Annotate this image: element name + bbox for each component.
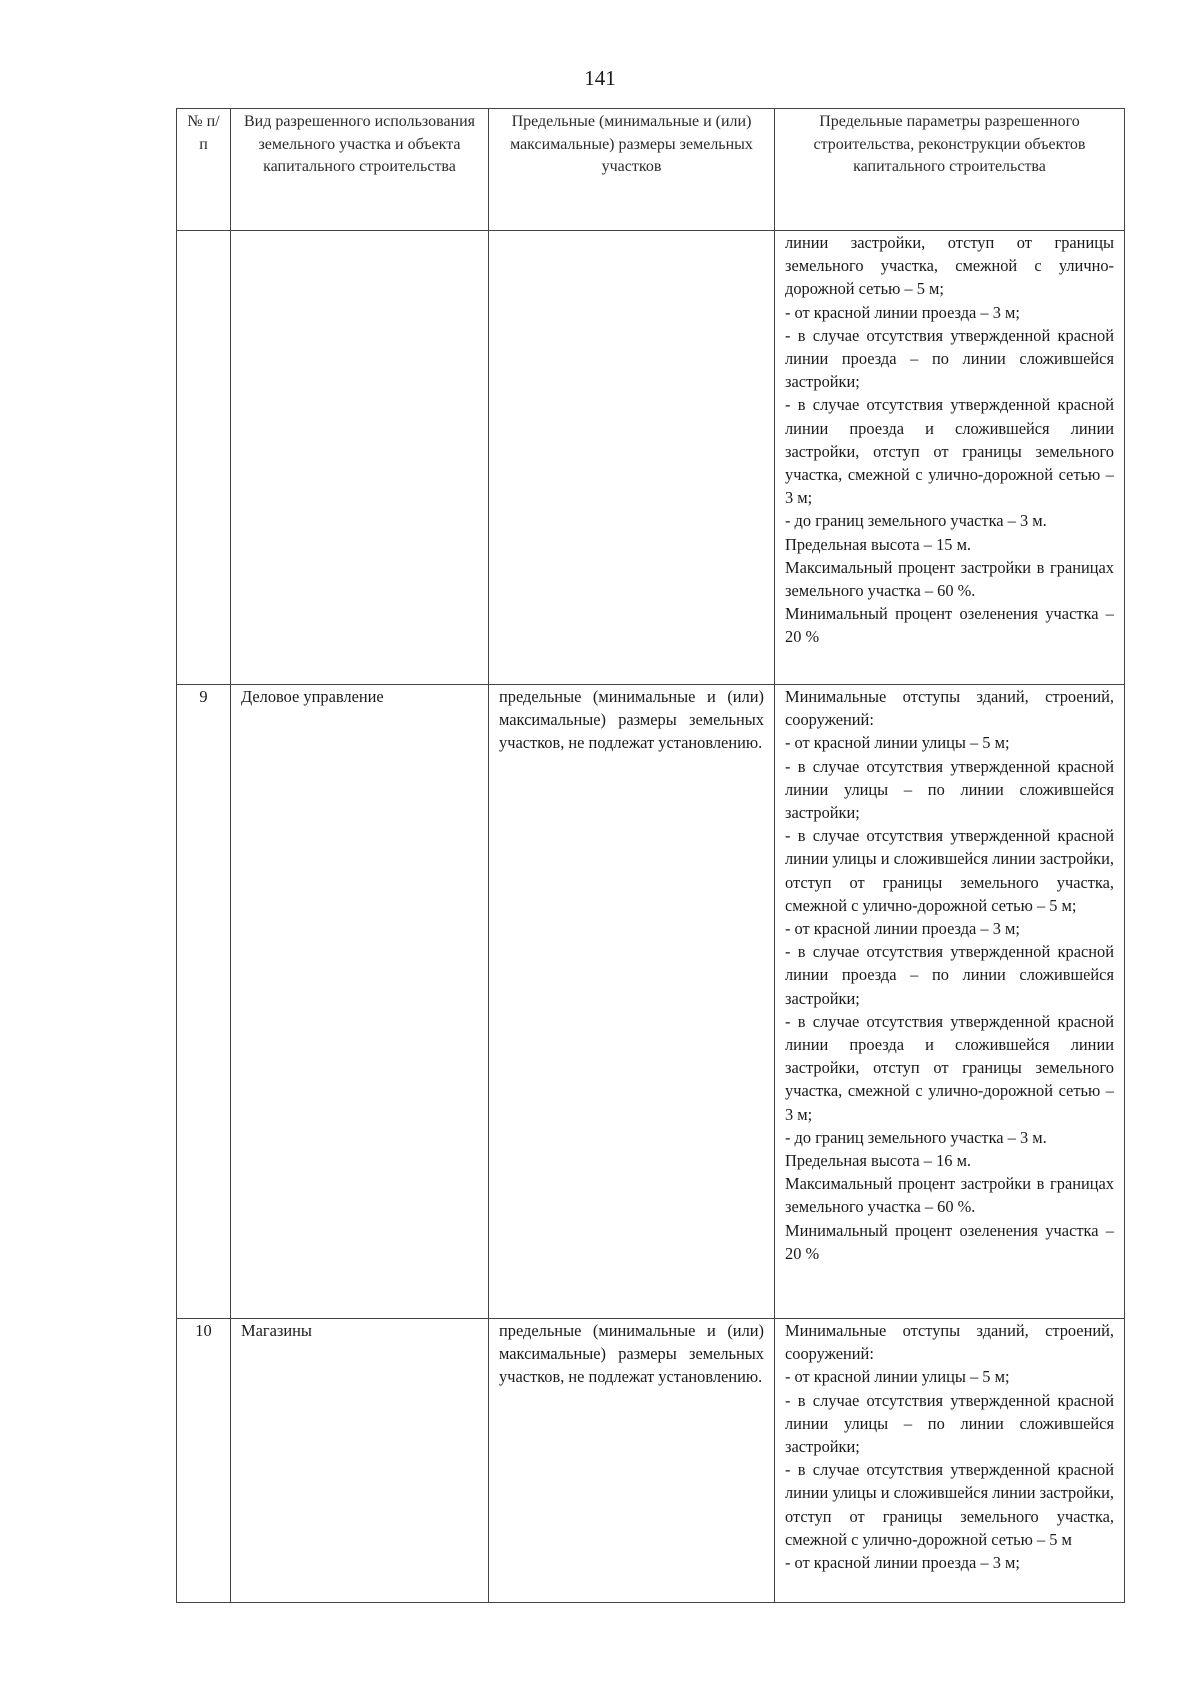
header-plot-sizes: Предельные (минимальные и (или) максимальные) размеры земельных участков [489,109,775,231]
plot-sizes-cell [489,685,775,1319]
plot-sizes-text: предельные (минимальные и (или) максимальные) размеры земельных участков, не подлежат установлению. [499,1321,764,1387]
construction-parameters-cell [775,231,1125,685]
parameter-line: - от красной линии проезда – 3 м; [785,302,1020,322]
permitted-use-cell [231,231,489,685]
table-header-row [177,109,1125,231]
parameter-line: - в случае отсутствия утвержденной красной линии улицы – по линии сложившейся застройки; [785,1390,1114,1457]
parameter-line: - до границ земельного участка – 3 м. [785,511,1047,531]
row-number: 10 [177,1319,231,1603]
parameter-line: - от красной линии проезда – 3 м; [785,1553,1020,1573]
parameter-line: - до границ земельного участка – 3 м. [785,1127,1047,1147]
parameter-line: - в случае отсутствия утвержденной красной линии проезда и сложившейся линии застройки, отступ от границы земельного участка, смежной с улично-дорожной сетью – 3 м; [785,395,1114,508]
parameter-line: - в случае отсутствия утвержденной красной линии проезда – по линии сложившейся застройки; [785,942,1114,1008]
parameter-line: Минимальные отступы зданий, строений, сооружений: [785,1321,1114,1364]
parameter-line: - в случае отсутствия утвержденной красной линии улицы и сложившейся линии застройки, отступ от границы земельного участка, смежной с улично-дорожной сетью – 5 м; [785,826,1114,915]
zoning-parameters-table [176,108,1125,1603]
header-permitted-use: Вид разрешенного использования земельного участка и объекта капитального строительства [231,109,489,231]
construction-parameters-cell [775,1319,1125,1603]
parameter-line: Минимальный процент озеленения участка – 20 % [785,1220,1114,1263]
parameter-line: - в случае отсутствия утвержденной красной линии улицы – по линии сложившейся застройки; [785,756,1114,823]
parameter-line: линии застройки, отступ от границы земельного участка, смежной с улично-дорожной сетью – 5 м; [785,233,1114,299]
parameter-line: Максимальный процент застройки в границах земельного участка – 60 %. [785,557,1114,601]
construction-parameters-cell [775,685,1125,1319]
header-number: № п/п [177,109,231,231]
parameter-line: - от красной линии улицы – 5 м; [785,1367,1010,1387]
parameter-line: - в случае отсутствия утвержденной красной линии улицы и сложившейся линии застройки, отступ от границы земельного участка, смежной с улично-дорожной сетью – 5 м [785,1460,1114,1549]
plot-sizes-text: предельные (минимальные и (или) максимальные) размеры земельных участков, не подлежат установлению. [499,687,764,753]
parameter-line: - в случае отсутствия утвержденной красной линии проезда – по линии сложившейся застройки; [785,325,1114,392]
parameter-line: Предельная высота – 15 м. [785,534,972,554]
permitted-use-cell: Магазины [231,1319,489,1603]
row-number [177,231,231,685]
table-row [177,1319,1125,1603]
parameter-line: Минимальный процент озеленения участка – 20 % [785,604,1114,647]
permitted-use-cell: Деловое управление [231,685,489,1319]
plot-sizes-cell [489,1319,775,1603]
parameter-line: Минимальные отступы зданий, строений, сооружений: [785,687,1114,730]
parameter-line: - от красной линии улицы – 5 м; [785,733,1010,753]
page-number: 141 [584,66,616,90]
header-construction-parameters: Предельные параметры разрешенного строительства, реконструкции объектов капитального строительства [775,109,1125,231]
row-number: 9 [177,685,231,1319]
parameter-line: - от красной линии проезда – 3 м; [785,919,1020,939]
table-row [177,231,1125,685]
plot-sizes-cell [489,231,775,685]
table-row [177,685,1125,1319]
parameter-line: Максимальный процент застройки в границах земельного участка – 60 %. [785,1174,1114,1217]
parameter-line: - в случае отсутствия утвержденной красной линии проезда и сложившейся линии застройки, отступ от границы земельного участка, смежной с улично-дорожной сетью – 3 м; [785,1011,1114,1124]
parameter-line: Предельная высота – 16 м. [785,1151,972,1171]
